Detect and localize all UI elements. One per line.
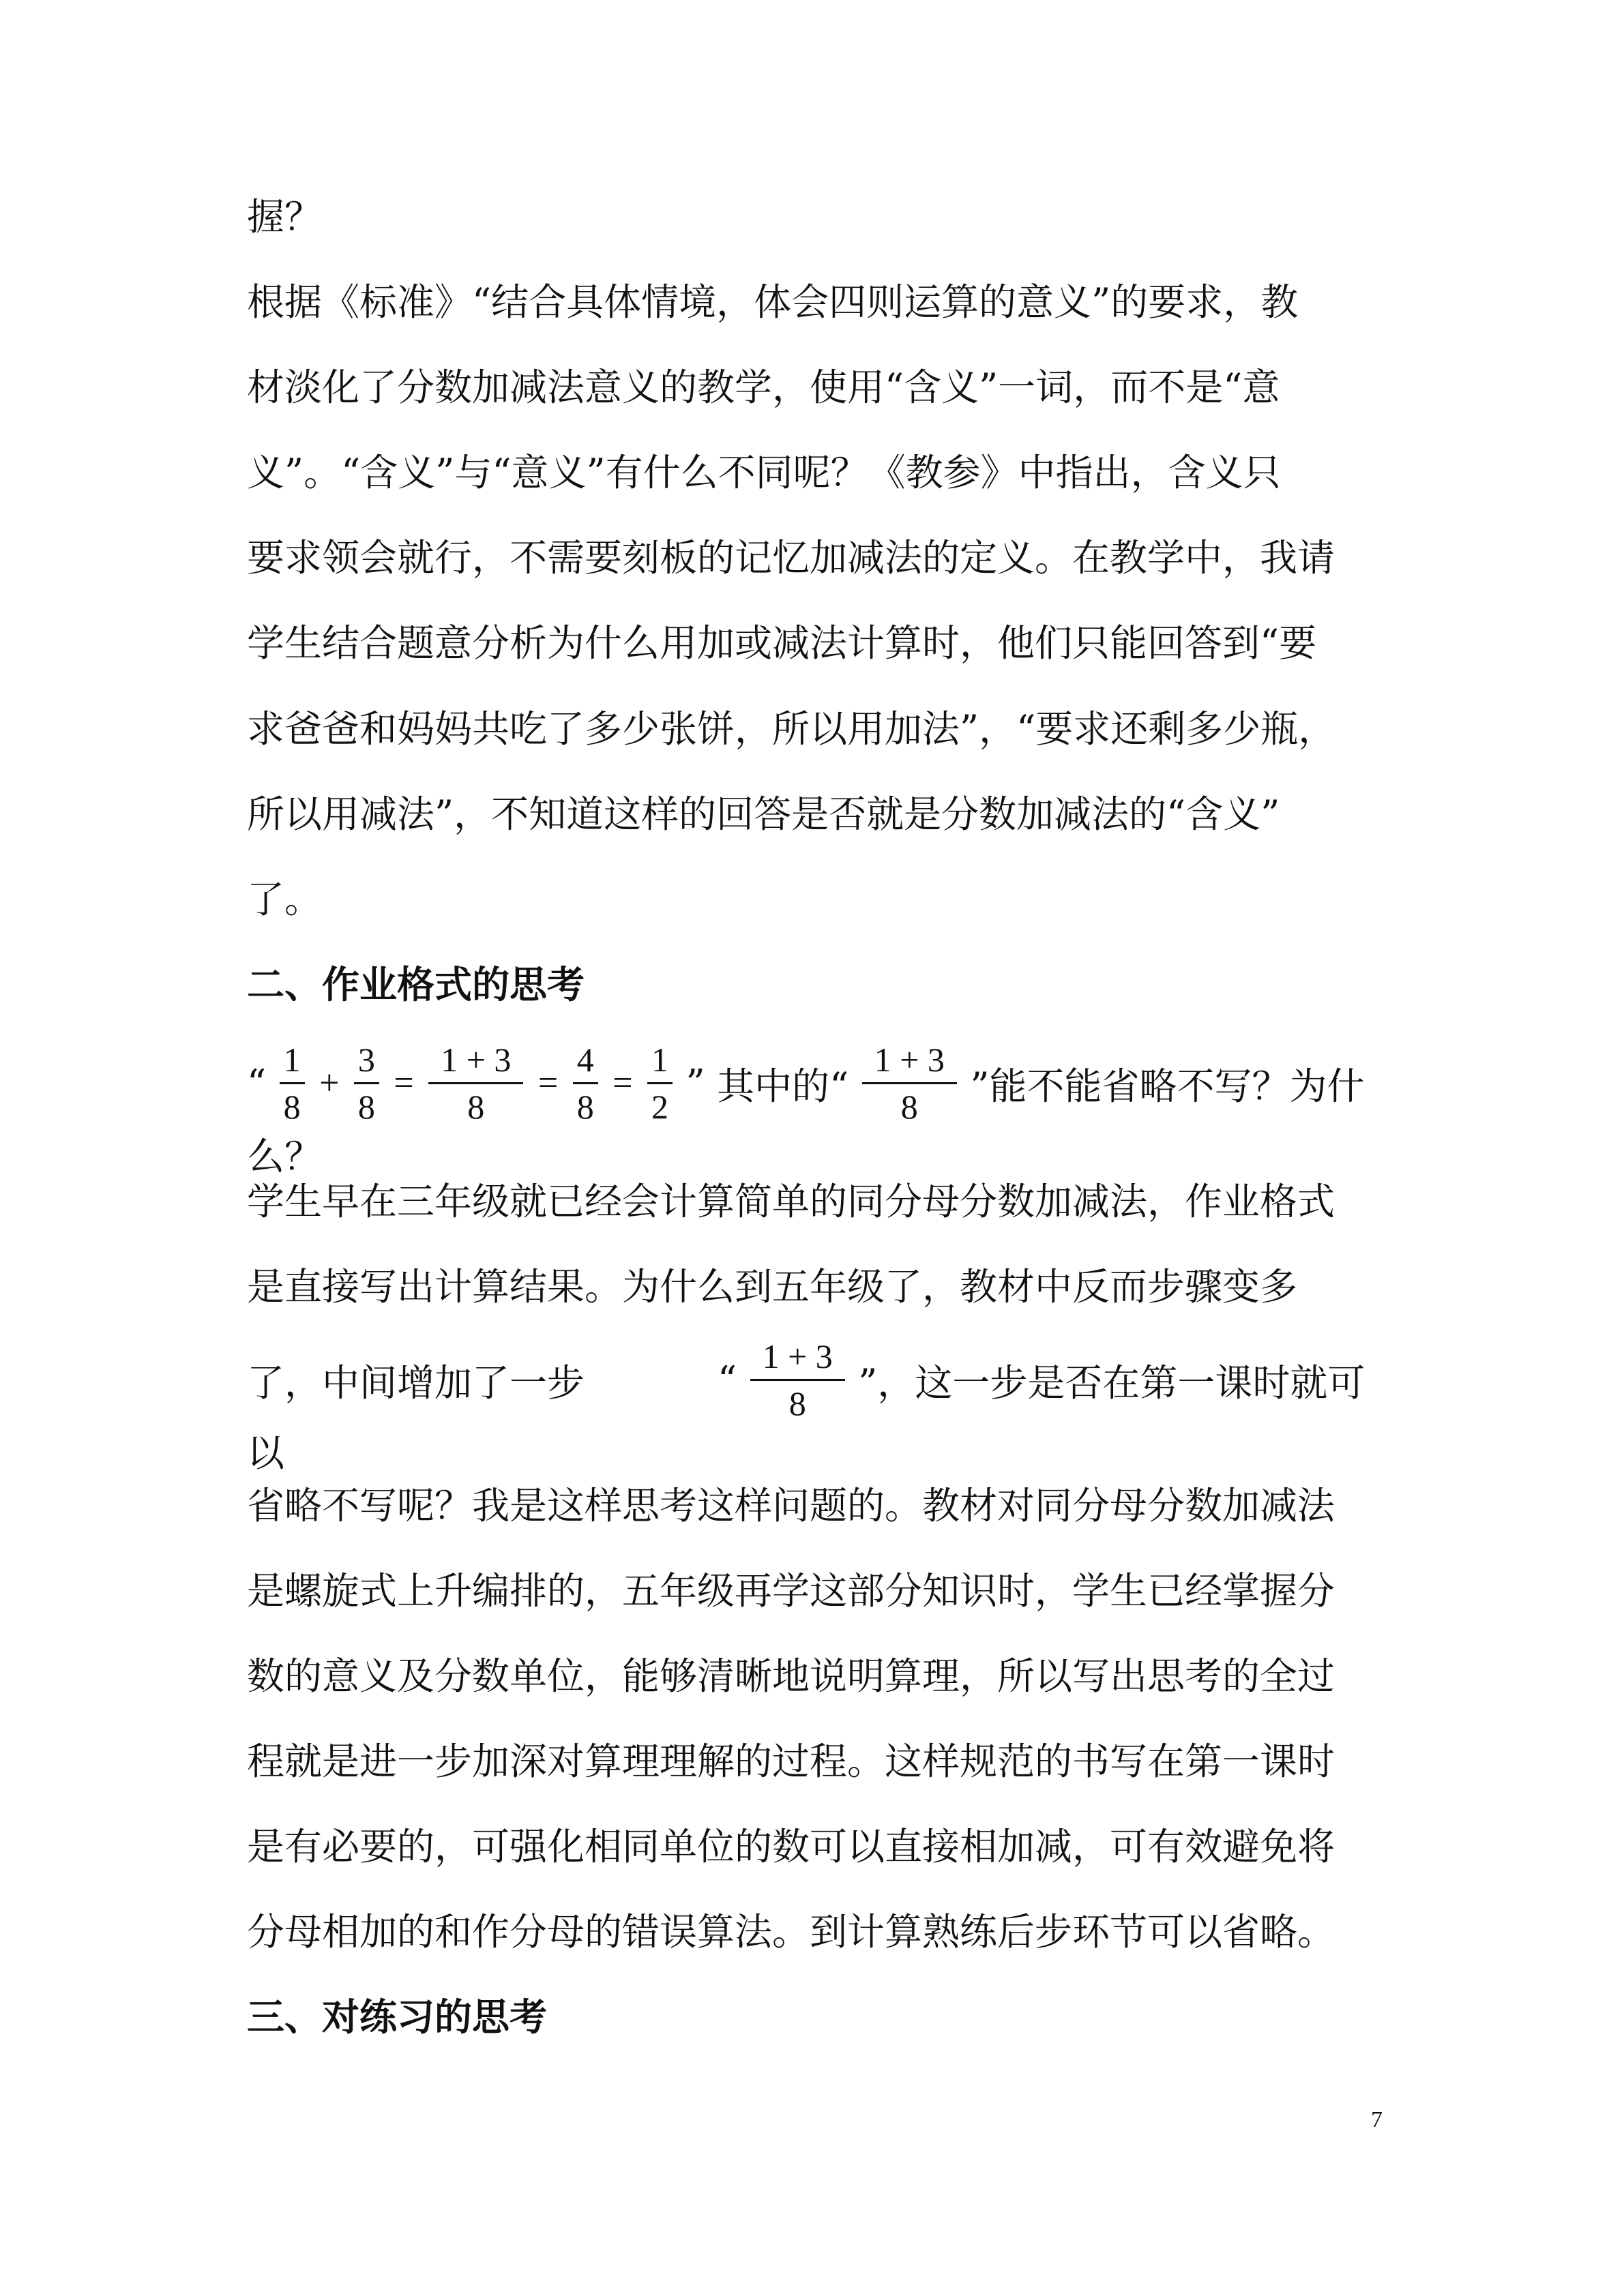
- numerator: 1 + 3: [762, 1337, 833, 1375]
- denominator: 8: [862, 1082, 957, 1127]
- fraction-equation-line: [247, 1040, 1393, 1178]
- equals-sign: =: [394, 1064, 414, 1103]
- open-quote: “: [717, 1358, 737, 1402]
- denominator: 8: [428, 1082, 523, 1127]
- section-heading: 三、对练习的思考: [247, 1995, 548, 2039]
- inline-text: 其中的“: [717, 1064, 849, 1108]
- paragraph-line: 材淡化了分数加减法意义的教学，使用“含义”一词，而不是“意: [247, 366, 1280, 409]
- numerator: 1: [283, 1041, 301, 1079]
- paragraph-line: 根据《标准》“结合具体情境，体会四则运算的意义”的要求，教: [247, 280, 1299, 324]
- fraction-1plus3-over-8: [750, 1337, 845, 1423]
- denominator: 8: [354, 1082, 379, 1127]
- numerator: 3: [357, 1041, 375, 1079]
- paragraph-line: 要求领会就行，不需要刻板的记忆加减法的定义。在教学中，我请: [247, 536, 1335, 580]
- paragraph-line: 是螺旋式上升编排的，五年级再学这部分知识时，学生已经掌握分: [247, 1569, 1335, 1613]
- paragraph-line: 了。: [247, 878, 323, 921]
- fraction-inline-line: [247, 1337, 1393, 1475]
- paragraph-line: 握？: [247, 195, 323, 239]
- fraction-3-8: [354, 1040, 379, 1127]
- fraction-1-2: [647, 1040, 673, 1127]
- section-heading: 二、作业格式的思考: [247, 962, 585, 1007]
- inline-text: ”，这一步是否在第一课时就可以: [247, 1361, 1365, 1475]
- paragraph-line: 求爸爸和妈妈共吃了多少张饼，所以用加法”，“要求还剩多少瓶，: [247, 707, 1336, 751]
- inline-text: ”能不能省略不写？为什么？: [247, 1064, 1365, 1178]
- inline-text: 了，中间增加了一步: [247, 1361, 585, 1405]
- denominator: 8: [280, 1082, 305, 1127]
- paragraph-line: 是直接写出计算结果。为什么到五年级了，教材中反而步骤变多: [247, 1265, 1298, 1309]
- numerator: 1: [651, 1041, 668, 1079]
- numerator: 4: [576, 1041, 594, 1079]
- paragraph-line: 省略不写呢？我是这样思考这样问题的。教材对同分母分数加减法: [247, 1484, 1335, 1527]
- fraction-1-8: [280, 1040, 305, 1127]
- close-quote: ”: [685, 1061, 705, 1105]
- denominator: 8: [573, 1082, 598, 1127]
- numerator: 1 + 3: [441, 1041, 512, 1079]
- paragraph-line: 分母相加的和作分母的错误算法。到计算熟练后步环节可以省略。: [247, 1910, 1335, 1954]
- paragraph-line: 数的意义及分数单位，能够清晰地说明算理，所以写出思考的全过: [247, 1654, 1335, 1698]
- equals-sign: =: [537, 1064, 559, 1103]
- paragraph-line: 程就是进一步加深对算理理解的过程。这样规范的书写在第一课时: [247, 1740, 1335, 1783]
- numerator: 1 + 3: [874, 1041, 945, 1079]
- paragraph-line: 义”。“含义”与“意义”有什么不同呢？《教参》中指出，含义只: [247, 451, 1281, 494]
- equals-sign: =: [612, 1064, 633, 1103]
- open-quote: “: [247, 1061, 267, 1105]
- plus-sign: +: [319, 1064, 340, 1103]
- fraction-4-8: [573, 1040, 598, 1127]
- paragraph-line: 学生结合题意分析为什么用加或减法计算时，他们只能回答到“要: [247, 621, 1317, 665]
- fraction-1plus3-over-8: [862, 1040, 957, 1127]
- paragraph-line: 所以用减法”，不知道这样的回答是否就是分数加减法的“含义”: [247, 792, 1280, 836]
- denominator: 8: [750, 1379, 845, 1423]
- denominator: 2: [647, 1082, 673, 1127]
- paragraph-line: 学生早在三年级就已经会计算简单的同分母分数加减法，作业格式: [247, 1180, 1335, 1223]
- page-number: 7: [1371, 2107, 1383, 2132]
- paragraph-line: 是有必要的，可强化相同单位的数可以直接相加减，可有效避免将: [247, 1825, 1335, 1868]
- fraction-1plus3-over-8: [428, 1040, 523, 1127]
